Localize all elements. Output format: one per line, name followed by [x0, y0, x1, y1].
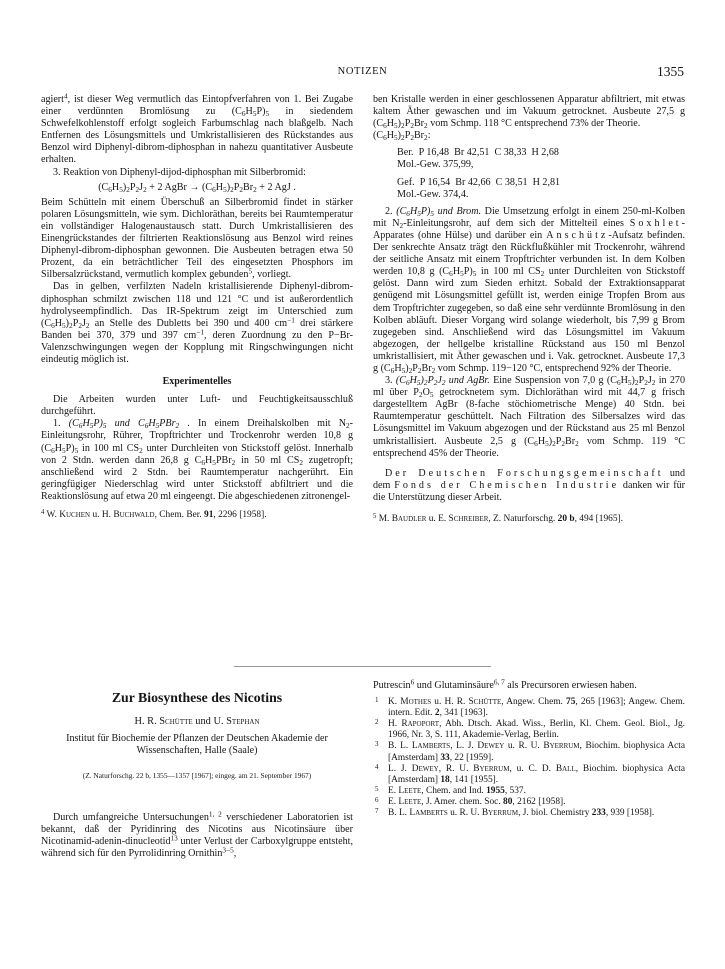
article-body-left: Durch umfangreiche Untersuchungen$^{1, 2}$ verschiedener Laboratorien ist bekannt, daß der Pyridinring des Nicotins aus Nicotinsäure über Nicotinamid-adenin-dinucleotid$^{13}$ unter Verlust der Carboxylgruppe entsteht, während sich für den Pyrrolidinring Ornithin$^{3-5}$,	[41, 810, 353, 860]
reference-item	[373, 786, 685, 797]
reference-number: 3	[375, 740, 379, 749]
article-received-line: (Z. Naturforschg. 22 b, 1355—1357 [1967]; eingeg. am 21. September 1967)	[82, 771, 312, 780]
reference-text: E. Leete, Chem. and Ind. 1955, 537.	[388, 785, 526, 796]
reference-number: 1	[375, 696, 379, 705]
reference-text: H. Rapoport, Abh. Dtsch. Akad. Wiss., Berlin, Kl. Chem. Geol. Biol., Jg. 1966, Nr. 3, S. 111, Akademie-Verlag, Berlin.	[388, 719, 685, 741]
reference-item	[373, 697, 685, 719]
running-header: NOTIZEN	[337, 66, 388, 77]
reference-item	[373, 764, 685, 786]
reference-text: B. L. Lamberts, L. J. Dewey u. R. U. Byerrum, Biochim. biophysica Acta [Amsterdam] 33, 22 [1959].	[388, 741, 686, 763]
reference-item	[373, 719, 685, 741]
article-body-right	[373, 680, 685, 819]
reference-number: 4	[375, 762, 379, 771]
reference-text: B. L. Lamberts u. R. U. Byerrum, J. biol. Chemistry 233, 939 [1958].	[388, 808, 655, 819]
reference-item	[373, 808, 685, 819]
reference-number: 5	[375, 784, 379, 793]
article-body-right-text: Putrescin$^6$ und Glutaminsäure$^{6, 7}$ als Precursoren erwiesen haben.	[373, 678, 637, 691]
article-separator	[234, 666, 491, 667]
article-authors: H. R. Schütte und U. Stephan	[134, 716, 260, 727]
right-column-text: ben Kristalle werden in einer geschlossenen Apparatur abfiltriert, mit etwas kaltem Äther gewaschen und im Vakuum getrocknet. Ausbeute 27,5 g $(C_6H_5)_2P_2Br_2$ vom Schmp. 118 °C entsprechend 73% der Theorie. $(C_6H_5)_2P_2Br_2$: Ber. P 16,48 Br 42,51 C 38,33 H 2,68 Mol.-Gew. 375,99, Gef. P 16,54 Br 42,66 C 38,51 H 2,81 Mol.-Gew. 374,4. 2. $(C_6H_5P)_5$ und Brom. Die Umsetzung erfolgt in einem 250-ml-Kolben mit $N_2$-Einleitungsrohr, auf dem sich der Mittelteil eines Soxhlet-Apparates (ohne Hülse) und darüber ein Anschütz-Aufsatz befinden. Der senkrechte Ansatz trägt den Rückflußkühler mit Trockenrohr, während der seitliche Ansatz mit einem Tropftrichter verbunden ist. In dem Kolben werden 10,8 g $(C_6H_5P)_5$ in 100 ml $CS_2$ unter Durchleiten von Stickstoff gelöst. Dann wird zum Sieden erhitzt. Sobald der Extraktionsapparat genügend mit Lösungsmittel gefüllt ist, werden einige Tropfen Brom aus dem Tropftrichter zugegeben, so daß eine sehr verdünnte Bromlösung in den Kolben abläuft. Dieser Vorgang wird solange wiederholt, bis 7,99 g Brom zugegeben sind. Anschließend wird das Lösungsmittel im Vakuum abgezogen, der hellgelbe kristalline Rückstand aus 150 ml Benzol umkristallisiert, mit Äther gewaschen und i. Vak. getrocknet. Ausbeute 17,3 g $(C_6H_5)_2P_2Br_2$ vom Schmp. 119−120 °C, entsprechend 92% der Theorie. 3. $(C_6H_5)_2P_2J_2$ und AgBr. Eine Suspension von 7,0 g $(C_6H_5)_2P_2J_2$ in 270 ml über $P_2O_5$ getrocknetem sym. Dichloräthan wird mit 44,7 g frisch dargestelltem AgBr (8-fache stöchiometrische Menge) 40 Stdn. bei Raumtemperatur geschüttelt. Nach Filtration des Silbersalzes wird das Lösungsmittel im Vakuum abgezogen und der Rückstand aus 25 ml Benzol umkristallisiert. Ausbeute 2,5 g $(C_6H_5)_2P_2Br_2$ vom Schmp. 119 °C entsprechend 45% der Theorie. Der Deutschen Forschungsgemeinschaft und dem Fonds der Chemischen Industrie danken wir für die Unterstützung dieser Arbeit. $^5$ M. Baudler u. E. Schreiber, Z. Naturforschg. 20 b, 494 [1965].	[373, 94, 686, 524]
reference-item	[373, 741, 685, 763]
reference-text: K. Mothes u. H. R. Schütte, Angew. Chem. 75, 265 [1963]; Angew. Chem. intern. Edit. 2, 341 [1963].	[388, 697, 685, 719]
reference-text: E. Leete, J. Amer. chem. Soc. 80, 2162 [1958].	[388, 796, 566, 807]
reference-list	[373, 697, 685, 819]
reference-number: 2	[375, 718, 379, 727]
reference-item	[373, 797, 685, 808]
reference-text: L. J. Dewey, R. U. Byerrum, u. C. D. Ball, Biochim. biophysica Acta [Amsterdam] 18, 141 [1955].	[388, 763, 685, 785]
article-title: Zur Biosynthese des Nicotins	[111, 690, 283, 705]
reference-number: 7	[375, 807, 379, 816]
left-column-text: agiert$^4$, ist dieser Weg vermutlich das Eintopfverfahren von 1. Bei Zugabe einer verdünnten Bromlösung zu $(C_6H_5P)_5$ in siedendem Schwefelkohlenstoff erfolgt sogleich Farbumschlag nach blaßgelb. Nach Entfernen des Lösungsmittels und Umkristallisieren des Rückstandes aus Benzol wird Diphenyl-dibrom-diphosphan in nahezu quantitativer Ausbeute erhalten. 3. Reaktion von Diphenyl-dijod-diphosphan mit Silberbromid: $(C_6H_5)_2P_2J_2 + 2$ AgBr → $(C_6H_5)_2P_2Br_2 + 2$ AgJ . Beim Schütteln mit einem Überschuß an Silberbromid findet in stärker polaren Lösungsmitteln, wie sym. Dichloräthan, bereits bei Raumtemperatur ein vollständiger Halogenaustausch statt. Durch Umkristallisieren des Einengrückstandes der filtrierten Reaktionslösung aus Benzol wird reines Diphenyl-dibrom-diphosphan gewonnen. Die Ausbeuten betragen etwa 50 Prozent, da ein beträchtlicher Teil des eingesetzten Phosphors im Silbersalzrückstand, vermutlich komplex gebunden$^5$, vorliegt. Das in gelben, verfilzten Nadeln kristallisierende Diphenyl-dibrom-diphosphan schmilzt zwischen 118 und 121 °C und ist außerordentlich hydrolyseempfindlich. Das IR-Spektrum zeigt im Unterschied zum $(C_6H_5)_2P_2J_2$ an Stelle des Dubletts bei 390 und 400 $cm^{-1}$ drei stärkere Banden bei 370, 379 und 397 $cm^{-1}$, deren Zuordnung zu den P−Br-Valenzschwingungen wegen der Kopplung mit Ringschwingungen nicht eindeutig möglich ist. Experimentelles Die Arbeiten wurden unter Luft- und Feuchtigkeitsausschluß durchgeführt. 1. $(C_6H_5P)_5$ und $C_6H_5PBr_2$ . In einem Dreihalskolben mit $N_2$-Einleitungsrohr, Rührer, Tropftrichter und Trockenrohr werden 10,8 g $(C_6H_5P)_5$ in 100 ml $CS_2$ unter Durchleiten von Stickstoff gelöst. Innerhalb von 2 Stdn. werden dann 26,8 g $C_6H_5PBr_2$ in 50 ml $CS_2$ zugetropft; anschließend wird 2 Stdn. bei Raumtemperatur nachgerührt. Ein geringfügiger Niederschlag wird unter Stickstoff abfiltriert und die Reaktionslösung auf etwa 20 ml eingeengt. Die abgeschiedenen zitronengel- $^4$ W. Kuchen u. H. Buchwald, Chem. Ber. 91, 2296 [1958].	[41, 92, 354, 520]
reference-number: 6	[375, 795, 379, 804]
article-institute: Institut für Biochemie der Pflanzen der Deutschen Akademie der Wissenschaften, Halle (Saale)	[66, 733, 328, 757]
page-number: 1355	[657, 64, 684, 79]
